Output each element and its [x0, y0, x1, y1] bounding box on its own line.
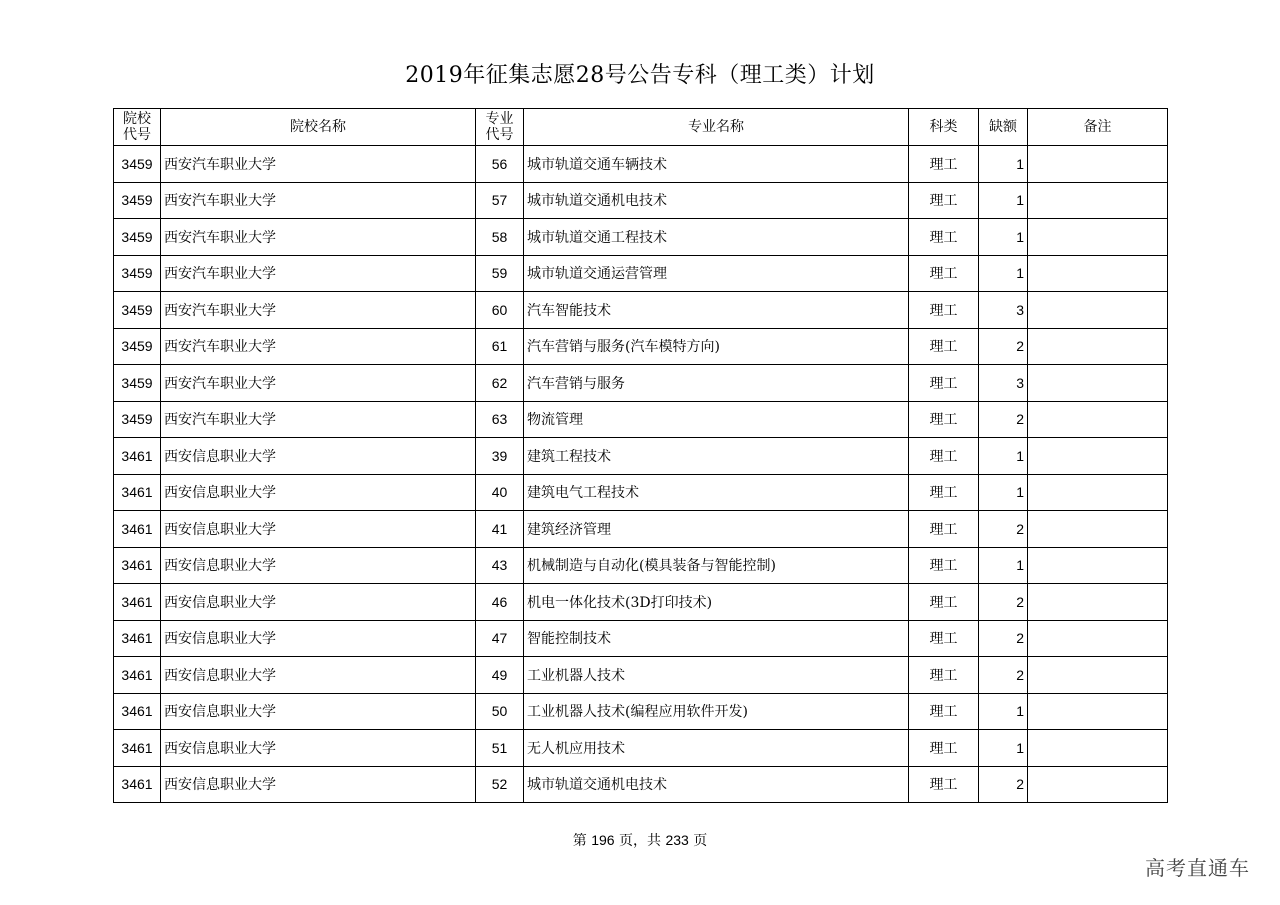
cell-school-code: 3459: [114, 255, 161, 292]
cell-school-code: 3459: [114, 219, 161, 256]
table-row: [114, 547, 1168, 584]
cell-quota: 3: [979, 292, 1028, 329]
header-major-code: 专业 代号: [476, 109, 524, 146]
cell-school-code: 3461: [114, 438, 161, 475]
cell-school-name: 西安汽车职业大学: [161, 255, 476, 292]
header-major-name: 专业名称: [524, 109, 909, 146]
cell-remark: [1028, 693, 1168, 730]
cell-category: 理工: [909, 657, 979, 694]
cell-category: 理工: [909, 182, 979, 219]
cell-remark: [1028, 766, 1168, 803]
cell-school-name: 西安信息职业大学: [161, 547, 476, 584]
header-remark: 备注: [1028, 109, 1168, 146]
cell-major-code: 63: [476, 401, 524, 438]
table-row: [114, 182, 1168, 219]
cell-category: 理工: [909, 730, 979, 767]
header-school-name: 院校名称: [161, 109, 476, 146]
cell-major-code: 49: [476, 657, 524, 694]
cell-school-code: 3459: [114, 401, 161, 438]
table-row: [114, 146, 1168, 183]
cell-remark: [1028, 438, 1168, 475]
cell-remark: [1028, 182, 1168, 219]
cell-quota: 2: [979, 328, 1028, 365]
cell-category: 理工: [909, 438, 979, 475]
cell-remark: [1028, 547, 1168, 584]
cell-school-code: 3461: [114, 766, 161, 803]
cell-category: 理工: [909, 292, 979, 329]
cell-major-code: 41: [476, 511, 524, 548]
cell-school-code: 3459: [114, 292, 161, 329]
cell-major-name: 工业机器人技术: [524, 657, 909, 694]
cell-school-code: 3459: [114, 182, 161, 219]
cell-remark: [1028, 219, 1168, 256]
cell-school-code: 3461: [114, 693, 161, 730]
table-row: [114, 328, 1168, 365]
cell-major-name: 物流管理: [524, 401, 909, 438]
cell-school-name: 西安汽车职业大学: [161, 146, 476, 183]
cell-school-name: 西安信息职业大学: [161, 511, 476, 548]
cell-quota: 1: [979, 730, 1028, 767]
table-row: [114, 766, 1168, 803]
cell-major-name: 工业机器人技术(编程应用软件开发): [524, 693, 909, 730]
cell-remark: [1028, 328, 1168, 365]
cell-school-name: 西安汽车职业大学: [161, 182, 476, 219]
cell-school-code: 3459: [114, 328, 161, 365]
table-row: [114, 584, 1168, 621]
cell-school-name: 西安信息职业大学: [161, 657, 476, 694]
cell-major-code: 43: [476, 547, 524, 584]
cell-category: 理工: [909, 766, 979, 803]
cell-major-code: 60: [476, 292, 524, 329]
cell-school-name: 西安汽车职业大学: [161, 292, 476, 329]
cell-category: 理工: [909, 693, 979, 730]
cell-major-name: 城市轨道交通机电技术: [524, 766, 909, 803]
cell-major-name: 汽车营销与服务(汽车模特方向): [524, 328, 909, 365]
cell-remark: [1028, 255, 1168, 292]
cell-remark: [1028, 657, 1168, 694]
cell-category: 理工: [909, 547, 979, 584]
cell-school-name: 西安信息职业大学: [161, 474, 476, 511]
cell-major-code: 61: [476, 328, 524, 365]
cell-major-name: 城市轨道交通机电技术: [524, 182, 909, 219]
watermark: 高考直通车: [1145, 856, 1250, 880]
cell-category: 理工: [909, 365, 979, 402]
cell-major-name: 机电一体化技术(3D打印技术): [524, 584, 909, 621]
cell-major-name: 汽车营销与服务: [524, 365, 909, 402]
cell-quota: 1: [979, 219, 1028, 256]
table-row: [114, 292, 1168, 329]
plan-table: [113, 108, 1168, 803]
current-page: 196: [591, 832, 615, 848]
cell-quota: 1: [979, 255, 1028, 292]
cell-remark: [1028, 365, 1168, 402]
cell-major-name: 机械制造与自动化(模具装备与智能控制): [524, 547, 909, 584]
table-row: [114, 365, 1168, 402]
cell-quota: 1: [979, 474, 1028, 511]
cell-major-code: 46: [476, 584, 524, 621]
cell-school-name: 西安汽车职业大学: [161, 219, 476, 256]
cell-quota: 1: [979, 182, 1028, 219]
cell-category: 理工: [909, 146, 979, 183]
cell-category: 理工: [909, 219, 979, 256]
cell-category: 理工: [909, 511, 979, 548]
cell-major-code: 51: [476, 730, 524, 767]
table-row: [114, 219, 1168, 256]
header-category: 科类: [909, 109, 979, 146]
cell-quota: 2: [979, 620, 1028, 657]
cell-school-name: 西安汽车职业大学: [161, 365, 476, 402]
cell-major-name: 无人机应用技术: [524, 730, 909, 767]
cell-school-name: 西安信息职业大学: [161, 730, 476, 767]
cell-school-code: 3461: [114, 511, 161, 548]
table-row: [114, 693, 1168, 730]
cell-major-code: 40: [476, 474, 524, 511]
cell-remark: [1028, 511, 1168, 548]
cell-school-code: 3461: [114, 584, 161, 621]
cell-major-code: 50: [476, 693, 524, 730]
cell-remark: [1028, 474, 1168, 511]
table-row: [114, 255, 1168, 292]
cell-category: 理工: [909, 328, 979, 365]
table-header-row: [114, 109, 1168, 146]
cell-quota: 3: [979, 365, 1028, 402]
table-row: [114, 511, 1168, 548]
cell-category: 理工: [909, 584, 979, 621]
cell-remark: [1028, 584, 1168, 621]
cell-major-code: 39: [476, 438, 524, 475]
cell-quota: 1: [979, 547, 1028, 584]
header-school-code: 院校 代号: [114, 109, 161, 146]
cell-school-name: 西安汽车职业大学: [161, 401, 476, 438]
cell-major-name: 建筑工程技术: [524, 438, 909, 475]
cell-quota: 2: [979, 766, 1028, 803]
cell-school-name: 西安信息职业大学: [161, 584, 476, 621]
cell-remark: [1028, 401, 1168, 438]
cell-remark: [1028, 292, 1168, 329]
cell-major-code: 62: [476, 365, 524, 402]
cell-remark: [1028, 730, 1168, 767]
table-row: [114, 401, 1168, 438]
cell-school-name: 西安信息职业大学: [161, 620, 476, 657]
cell-major-name: 城市轨道交通运营管理: [524, 255, 909, 292]
cell-remark: [1028, 146, 1168, 183]
cell-major-code: 52: [476, 766, 524, 803]
cell-category: 理工: [909, 474, 979, 511]
cell-school-name: 西安信息职业大学: [161, 438, 476, 475]
table-row: [114, 657, 1168, 694]
cell-school-name: 西安信息职业大学: [161, 766, 476, 803]
cell-category: 理工: [909, 401, 979, 438]
cell-quota: 2: [979, 511, 1028, 548]
cell-major-code: 59: [476, 255, 524, 292]
cell-remark: [1028, 620, 1168, 657]
cell-quota: 1: [979, 438, 1028, 475]
cell-quota: 2: [979, 584, 1028, 621]
cell-major-name: 建筑电气工程技术: [524, 474, 909, 511]
cell-school-code: 3461: [114, 547, 161, 584]
cell-school-code: 3461: [114, 730, 161, 767]
cell-major-name: 汽车智能技术: [524, 292, 909, 329]
table-row: [114, 474, 1168, 511]
cell-school-code: 3459: [114, 365, 161, 402]
cell-quota: 1: [979, 693, 1028, 730]
cell-category: 理工: [909, 620, 979, 657]
cell-school-code: 3459: [114, 146, 161, 183]
page-title: 2019年征集志愿28号公告专科（理工类）计划: [405, 63, 875, 88]
table-row: [114, 620, 1168, 657]
table-row: [114, 438, 1168, 475]
cell-major-name: 城市轨道交通工程技术: [524, 219, 909, 256]
cell-quota: 1: [979, 146, 1028, 183]
header-quota: 缺额: [979, 109, 1028, 146]
cell-major-code: 57: [476, 182, 524, 219]
cell-quota: 2: [979, 657, 1028, 694]
cell-school-name: 西安汽车职业大学: [161, 328, 476, 365]
cell-school-code: 3461: [114, 620, 161, 657]
cell-school-code: 3461: [114, 657, 161, 694]
cell-major-code: 47: [476, 620, 524, 657]
cell-major-code: 56: [476, 146, 524, 183]
cell-category: 理工: [909, 255, 979, 292]
page-footer: 第 196 页，共 233 页: [572, 832, 708, 849]
cell-major-name: 城市轨道交通车辆技术: [524, 146, 909, 183]
cell-major-name: 智能控制技术: [524, 620, 909, 657]
total-pages: 233: [665, 832, 689, 848]
cell-school-name: 西安信息职业大学: [161, 693, 476, 730]
table-row: [114, 730, 1168, 767]
cell-quota: 2: [979, 401, 1028, 438]
cell-school-code: 3461: [114, 474, 161, 511]
cell-major-code: 58: [476, 219, 524, 256]
cell-major-name: 建筑经济管理: [524, 511, 909, 548]
